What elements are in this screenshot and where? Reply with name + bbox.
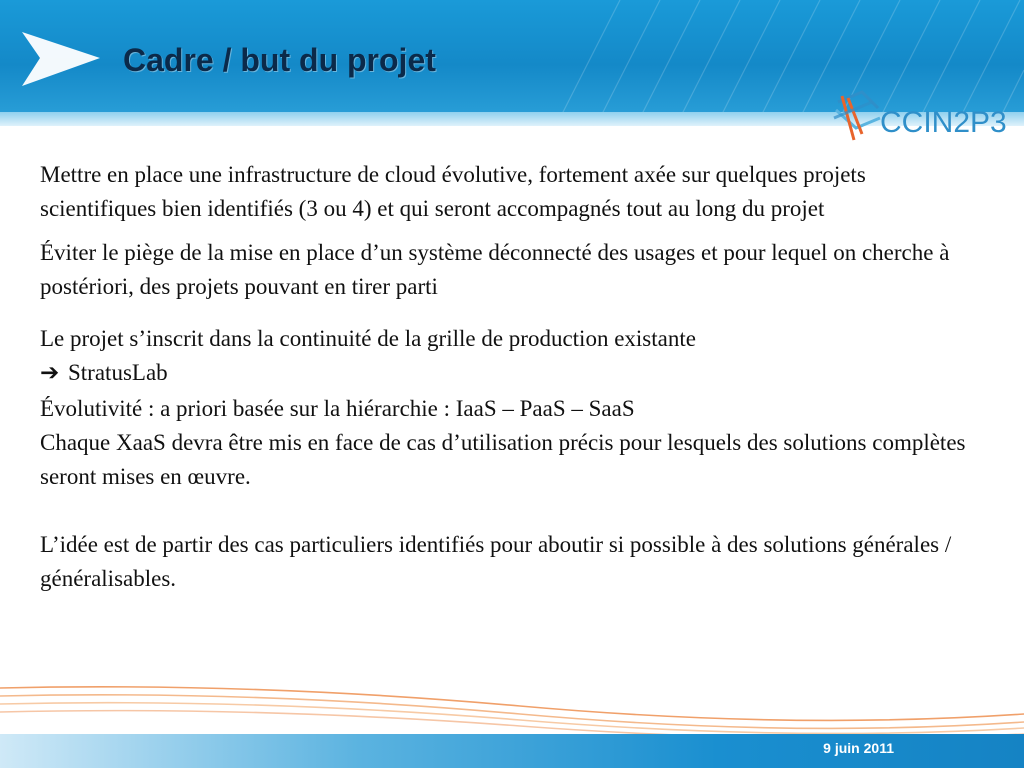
paragraph-continuity [40, 322, 970, 390]
right-arrow-icon: ➔ [40, 360, 60, 385]
paragraph-avoid-trap: Éviter le piège de la mise en place d’un système déconnecté des usages et pour lequel on cherche à postériori, des projets pouvant en tirer parti [40, 240, 950, 299]
paragraph-idea: L’idée est de partir des cas particuliers identifiés pour aboutir si possible à des solutions générales / généralisables. [40, 532, 952, 591]
slide-body [40, 158, 970, 596]
stratuslab-line [40, 356, 970, 390]
evolutivity-line: Évolutivité : a priori basée sur la hiérarchie : IaaS – PaaS – SaaS [40, 396, 635, 421]
logo-text: CCIN2P3 [880, 106, 1007, 139]
slide-title: Cadre / but du projet [123, 42, 436, 78]
footer-decoration [0, 680, 1024, 736]
continuity-line: Le projet s’inscrit dans la continuité de la grille de production existante [40, 326, 696, 351]
ccin2p3-logo [832, 88, 1008, 156]
paragraph-infrastructure: Mettre en place une infrastructure de cloud évolutive, fortement axée sur quelques projets scientifiques bien identifiés (3 ou 4) et qui seront accompagnés tout au long du projet [40, 162, 866, 221]
stratuslab-label: StratusLab [68, 360, 168, 385]
footer-date: 9 juin 2011 [823, 740, 894, 756]
xaas-line: Chaque XaaS devra être mis en face de cas d’utilisation précis pour lesquels des solutions complètes seront mises en œuvre. [40, 430, 966, 489]
paragraph-evolutivity [40, 392, 970, 494]
play-arrow-icon [22, 32, 100, 86]
